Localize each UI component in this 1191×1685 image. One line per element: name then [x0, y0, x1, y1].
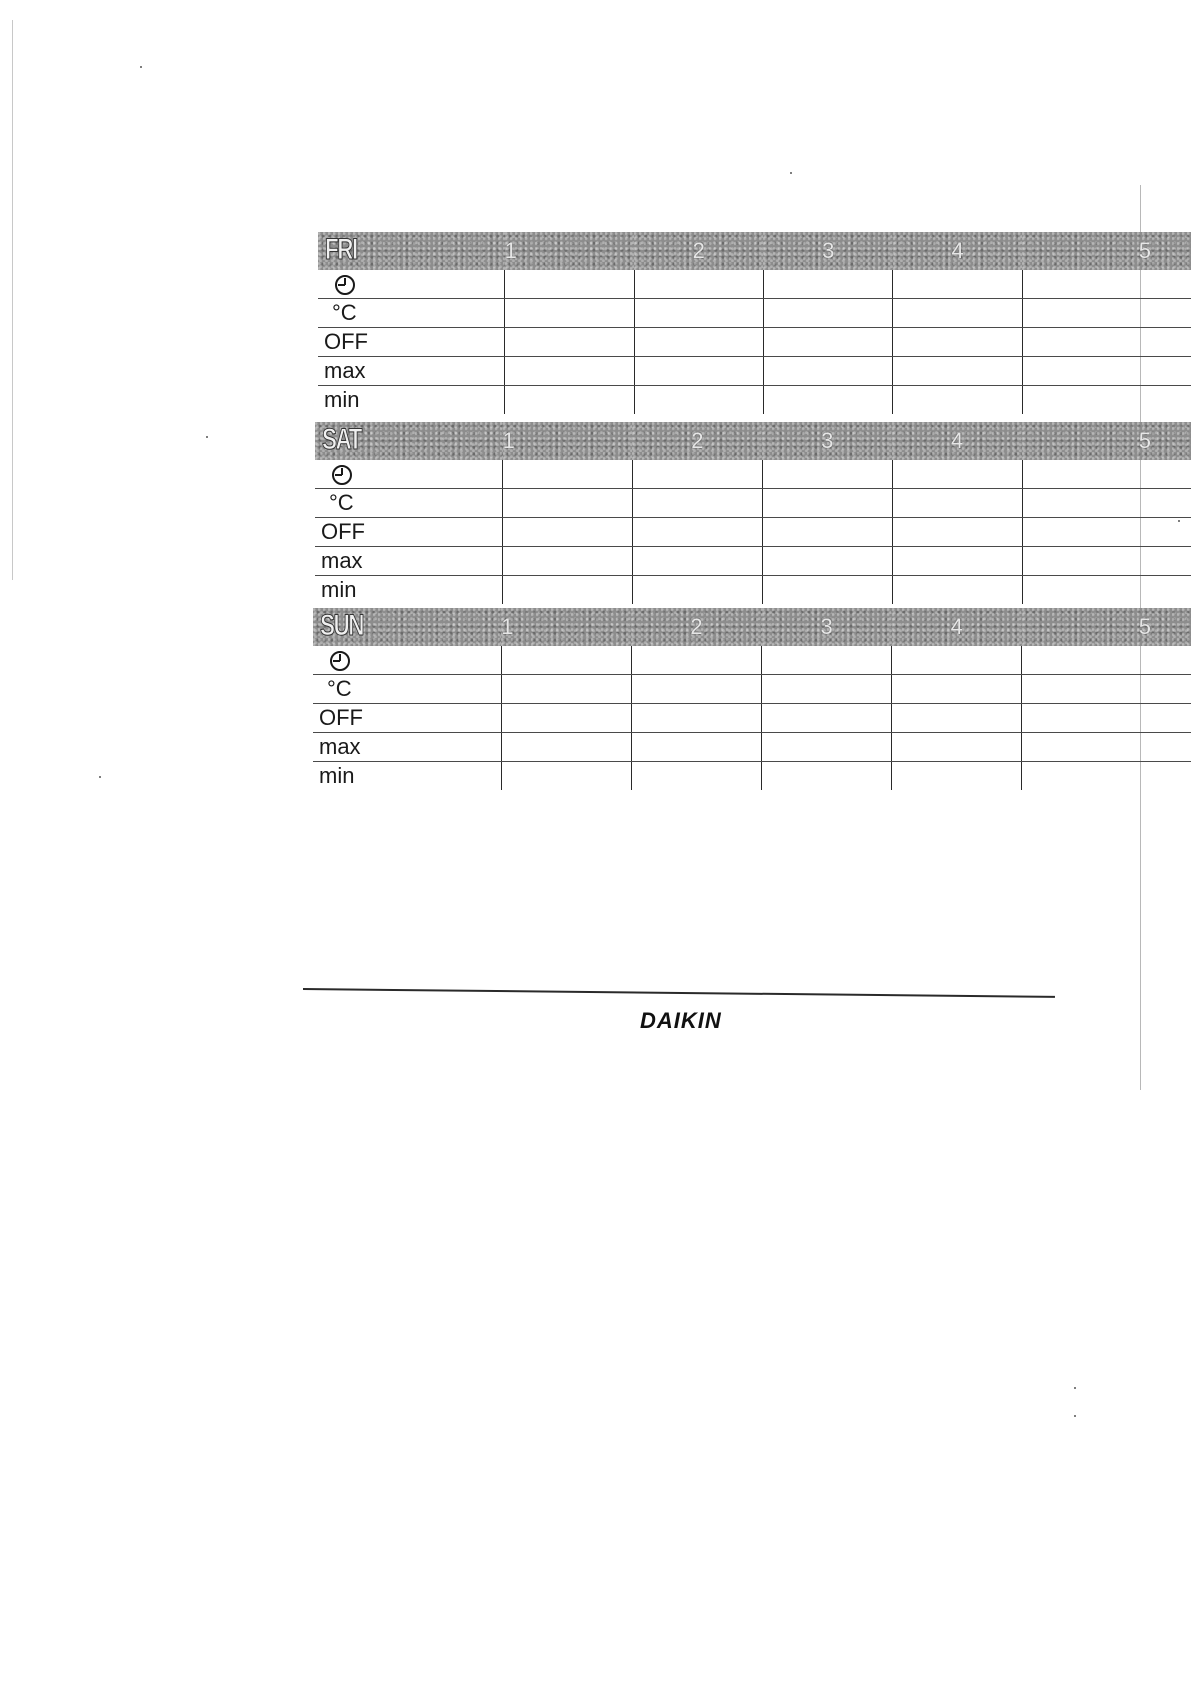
min-cell — [893, 386, 1022, 415]
min-row — [315, 576, 1191, 605]
time-row — [315, 460, 1191, 489]
min-label: min — [319, 763, 355, 788]
time-cell — [893, 270, 1022, 299]
time-cell — [501, 646, 631, 675]
period-header: 2 — [634, 232, 763, 270]
min-cell — [892, 762, 1022, 791]
temperature-row-label — [318, 299, 505, 328]
min-row-label — [313, 762, 501, 791]
off-cell — [893, 328, 1022, 357]
max-cell — [505, 357, 634, 386]
max-cell — [763, 357, 892, 386]
temperature-cell — [632, 489, 762, 518]
max-cell — [631, 733, 761, 762]
max-cell — [634, 357, 763, 386]
temperature-cell — [892, 489, 1022, 518]
time-row-label — [315, 460, 503, 489]
period-header: 2 — [632, 422, 762, 460]
day-label-cell — [313, 608, 501, 646]
temperature-cell — [634, 299, 763, 328]
max-cell — [1022, 547, 1191, 576]
max-label: max — [319, 734, 361, 759]
footer-divider — [303, 988, 1055, 998]
max-cell — [501, 733, 631, 762]
period-header: 3 — [762, 422, 892, 460]
schedule-table-fri — [318, 232, 1191, 414]
scan-edge-left — [12, 20, 13, 580]
period-header: 4 — [892, 422, 1022, 460]
temperature-cell — [892, 675, 1022, 704]
clock-icon — [334, 274, 356, 296]
period-header: 4 — [892, 608, 1022, 646]
max-row — [318, 357, 1191, 386]
time-cell — [762, 646, 892, 675]
time-cell — [762, 460, 892, 489]
min-row-label — [315, 576, 503, 605]
day-label-cell — [318, 232, 505, 270]
period-header: 5 — [1022, 232, 1191, 270]
max-cell — [503, 547, 633, 576]
time-cell — [632, 460, 762, 489]
max-cell — [892, 547, 1022, 576]
off-row-label — [318, 328, 505, 357]
max-cell — [1022, 733, 1191, 762]
min-label: min — [324, 387, 360, 412]
temperature-cell — [762, 675, 892, 704]
max-row-label — [318, 357, 505, 386]
period-header: 5 — [1022, 608, 1191, 646]
min-cell — [762, 762, 892, 791]
off-row — [318, 328, 1191, 357]
temperature-cell — [501, 675, 631, 704]
temperature-cell — [763, 299, 892, 328]
off-label: OFF — [324, 329, 368, 354]
temperature-label: °C — [329, 490, 354, 515]
off-cell — [1022, 518, 1191, 547]
time-cell — [631, 646, 761, 675]
min-cell — [1022, 576, 1191, 605]
brand-logo: DAIKIN — [640, 1008, 722, 1033]
max-cell — [632, 547, 762, 576]
temperature-cell — [1022, 675, 1191, 704]
off-cell — [631, 704, 761, 733]
time-row — [318, 270, 1191, 299]
off-row — [315, 518, 1191, 547]
scan-speck — [206, 436, 208, 438]
scan-speck — [790, 172, 792, 174]
time-cell — [892, 646, 1022, 675]
clock-icon — [331, 464, 353, 486]
time-cell — [763, 270, 892, 299]
time-cell — [1022, 460, 1191, 489]
temperature-row — [315, 489, 1191, 518]
temperature-label: °C — [327, 676, 352, 701]
temperature-cell — [503, 489, 633, 518]
time-row-label — [318, 270, 505, 299]
period-header: 4 — [893, 232, 1022, 270]
day-header-row — [318, 232, 1191, 270]
max-label: max — [321, 548, 363, 573]
min-row — [318, 386, 1191, 415]
min-cell — [631, 762, 761, 791]
time-row-label — [313, 646, 501, 675]
max-row — [315, 547, 1191, 576]
off-cell — [762, 704, 892, 733]
day-header-row — [315, 422, 1191, 460]
temperature-row — [318, 299, 1191, 328]
temperature-row — [313, 675, 1191, 704]
period-header: 1 — [501, 608, 631, 646]
off-row-label — [315, 518, 503, 547]
period-header: 1 — [503, 422, 633, 460]
day-label: FRI — [325, 233, 357, 266]
scan-speck — [1074, 1415, 1076, 1417]
time-cell — [503, 460, 633, 489]
min-cell — [1022, 762, 1191, 791]
temperature-cell — [1022, 489, 1191, 518]
off-row — [313, 704, 1191, 733]
max-cell — [892, 733, 1022, 762]
temperature-row-label — [315, 489, 503, 518]
off-cell — [1022, 704, 1191, 733]
min-row-label — [318, 386, 505, 415]
day-label: SUN — [320, 609, 364, 642]
time-cell — [892, 460, 1022, 489]
off-label: OFF — [319, 705, 363, 730]
off-cell — [892, 704, 1022, 733]
period-header: 3 — [762, 608, 892, 646]
off-cell — [505, 328, 634, 357]
temperature-cell — [505, 299, 634, 328]
time-cell — [505, 270, 634, 299]
scan-speck — [1074, 1387, 1076, 1389]
period-header: 1 — [505, 232, 634, 270]
off-label: OFF — [321, 519, 365, 544]
off-cell — [1022, 328, 1191, 357]
max-cell — [1022, 357, 1191, 386]
period-header: 2 — [631, 608, 761, 646]
day-header-row — [313, 608, 1191, 646]
min-cell — [634, 386, 763, 415]
schedule-table-sat — [315, 422, 1191, 604]
min-cell — [763, 386, 892, 415]
period-header: 3 — [763, 232, 892, 270]
scan-speck — [99, 776, 101, 778]
off-cell — [762, 518, 892, 547]
time-row — [313, 646, 1191, 675]
max-cell — [893, 357, 1022, 386]
time-cell — [1022, 646, 1191, 675]
min-cell — [505, 386, 634, 415]
time-cell — [634, 270, 763, 299]
min-cell — [503, 576, 633, 605]
off-cell — [634, 328, 763, 357]
max-row — [313, 733, 1191, 762]
off-cell — [763, 328, 892, 357]
max-row-label — [315, 547, 503, 576]
temperature-row-label — [313, 675, 501, 704]
min-cell — [762, 576, 892, 605]
min-cell — [632, 576, 762, 605]
off-cell — [501, 704, 631, 733]
max-row-label — [313, 733, 501, 762]
min-cell — [1022, 386, 1191, 415]
temperature-cell — [631, 675, 761, 704]
off-row-label — [313, 704, 501, 733]
min-label: min — [321, 577, 357, 602]
time-cell — [1022, 270, 1191, 299]
clock-icon — [329, 650, 351, 672]
scan-speck — [140, 66, 142, 68]
temperature-cell — [1022, 299, 1191, 328]
min-cell — [892, 576, 1022, 605]
period-header: 5 — [1022, 422, 1191, 460]
min-row — [313, 762, 1191, 791]
temperature-cell — [893, 299, 1022, 328]
temperature-label: °C — [332, 300, 357, 325]
max-cell — [762, 547, 892, 576]
schedule-table-sun — [313, 608, 1191, 790]
off-cell — [632, 518, 762, 547]
day-label-cell — [315, 422, 503, 460]
off-cell — [892, 518, 1022, 547]
off-cell — [503, 518, 633, 547]
min-cell — [501, 762, 631, 791]
max-cell — [762, 733, 892, 762]
temperature-cell — [762, 489, 892, 518]
max-label: max — [324, 358, 366, 383]
day-label: SAT — [322, 423, 361, 456]
